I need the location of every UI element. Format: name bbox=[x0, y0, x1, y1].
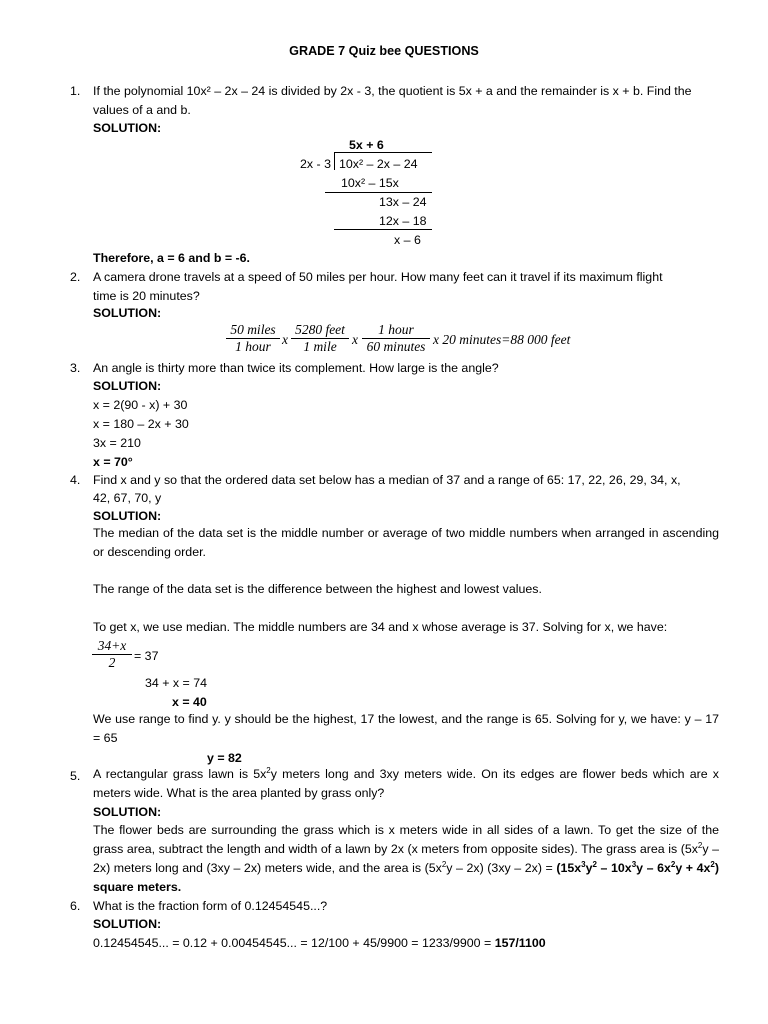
division-step2: 13x – 24 bbox=[379, 195, 427, 209]
solve-y-intro: We use range to find y. y should be the highest, 17 the lowest, and the range is 65. Solving for y, we have: y – 17 = 65 bbox=[93, 712, 719, 745]
question-3-text: An angle is thirty more than twice its complement. How large is the angle? bbox=[93, 361, 499, 375]
question-2-number: 2. bbox=[70, 270, 81, 284]
fraction-numerator: 34+x bbox=[92, 638, 132, 655]
solve-x-step: 34 + x = 74 bbox=[145, 676, 208, 690]
question-5-text: A rectangular grass lawn is $5x^2y$ meters long and 3xy meters wide. On its edges are flower beds which are x meters wide. What is the area planted by grass only? bbox=[93, 766, 719, 800]
median-equation-rhs: = 37 bbox=[134, 649, 159, 663]
solution-label: SOLUTION: bbox=[93, 805, 162, 819]
median-definition: The median of the data set is the middle number or average of two middle numbers when arranged in ascending or descending order. bbox=[93, 526, 719, 559]
question-3-step3: 3x = 210 bbox=[93, 436, 141, 450]
fraction-numerator: 5280 feet bbox=[291, 322, 349, 339]
division-step3: 12x – 18 bbox=[379, 214, 427, 228]
median-fraction bbox=[92, 638, 132, 671]
question-6-text: What is the fraction form of 0.12454545...? bbox=[93, 899, 328, 913]
question-3-step2: x = 180 – 2x + 30 bbox=[93, 417, 189, 431]
x-answer: x = 40 bbox=[172, 695, 207, 709]
solution-label: SOLUTION: bbox=[93, 509, 162, 523]
division-step1: 10x² – 15x bbox=[341, 176, 399, 190]
multiply-sign: x bbox=[282, 332, 288, 347]
question-5-answer: $(15x^3y^2 - 10x^3y - 6x^2y + 4x^2)$ square meters. bbox=[93, 860, 719, 894]
fraction-denominator: 2 bbox=[108, 655, 116, 670]
fraction-hour-per-minutes bbox=[362, 322, 430, 355]
question-3-answer: x = 70° bbox=[93, 455, 133, 469]
multiply-sign: x bbox=[352, 332, 358, 347]
question-3-step1: x = 2(90 - x) + 30 bbox=[93, 398, 188, 412]
y-answer: y = 82 bbox=[207, 751, 242, 765]
fraction-miles-per-hour bbox=[226, 322, 280, 355]
range-definition: The range of the data set is the difference between the highest and lowest values. bbox=[93, 582, 542, 596]
division-underline-2 bbox=[334, 229, 432, 230]
fraction-denominator: 60 minutes bbox=[366, 339, 426, 354]
question-6-solution bbox=[93, 937, 546, 949]
division-quotient: 5x + 6 bbox=[349, 138, 384, 152]
question-1-answer: Therefore, a = 6 and b = -6. bbox=[93, 251, 251, 265]
fraction-numerator: 50 miles bbox=[226, 322, 280, 339]
question-6-working: 0.12454545... = 0.12 + 0.00454545... = 12/100 + 45/9900 = 1233/9900 = bbox=[93, 936, 495, 950]
fraction-denominator: 1 mile bbox=[303, 339, 337, 354]
page-title: GRADE 7 Quiz bee QUESTIONS bbox=[289, 44, 479, 58]
fraction-numerator: 1 hour bbox=[362, 322, 430, 339]
solution-label: SOLUTION: bbox=[93, 121, 162, 135]
question-1-number: 1. bbox=[70, 84, 81, 98]
solution-label: SOLUTION: bbox=[93, 306, 162, 320]
fraction-feet-per-mile bbox=[291, 322, 349, 355]
question-5-number: 5. bbox=[70, 769, 81, 783]
fraction-denominator: 1 hour bbox=[235, 339, 271, 354]
question-6-answer: 157/1100 bbox=[494, 936, 546, 950]
division-divisor: 2x - 3 bbox=[300, 157, 331, 171]
solve-x-intro: To get x, we use median. The middle numbers are 34 and x whose average is 37. Solving for x, we have: bbox=[93, 620, 668, 634]
question-1-text-line2: values of a and b. bbox=[93, 103, 191, 117]
question-4-text-line1: Find x and y so that the ordered data set below has a median of 37 and a range of 65: 17, 22, 26, 29, 34, x, bbox=[93, 473, 681, 487]
question-2-text-line2: time is 20 minutes? bbox=[93, 289, 200, 303]
equation-result: x 20 minutes=88 000 feet bbox=[433, 332, 571, 347]
question-5-solution: The flower beds are surrounding the grass which is x meters wide in all sides of a lawn. To get the size of the grass area, subtract the length and width of a lawn by 2x (x meters from opposite sides). The grass area is $(5x^2y - 2x)$ meters long and (3xy – 2x) meters wide, and the area is $(5x^2y - 2x)$ $(3xy - 2x) = (15x^3y^2 - 10x^3y - 6x^2y + 4x^2)$ square meters. bbox=[93, 823, 719, 894]
division-dividend: 10x² – 2x – 24 bbox=[339, 157, 418, 171]
question-3-number: 3. bbox=[70, 361, 81, 375]
division-underline-1 bbox=[325, 192, 432, 193]
question-2-text-line1: A camera drone travels at a speed of 50 miles per hour. How many feet can it travel if its maximum flight bbox=[93, 270, 663, 284]
solution-label: SOLUTION: bbox=[93, 379, 162, 393]
question-6-number: 6. bbox=[70, 899, 81, 913]
solution-label: SOLUTION: bbox=[93, 917, 162, 931]
division-bracket bbox=[334, 152, 335, 170]
division-remainder: x – 6 bbox=[394, 233, 421, 247]
question-1-text-line1: If the polynomial 10x² – 2x – 24 is divided by 2x - 3, the quotient is 5x + a and the remainder is x + b. Find the bbox=[93, 84, 692, 98]
question-4-number: 4. bbox=[70, 473, 81, 487]
division-bar bbox=[334, 152, 432, 153]
question-4-text-line2: 42, 67, 70, y bbox=[93, 491, 162, 505]
